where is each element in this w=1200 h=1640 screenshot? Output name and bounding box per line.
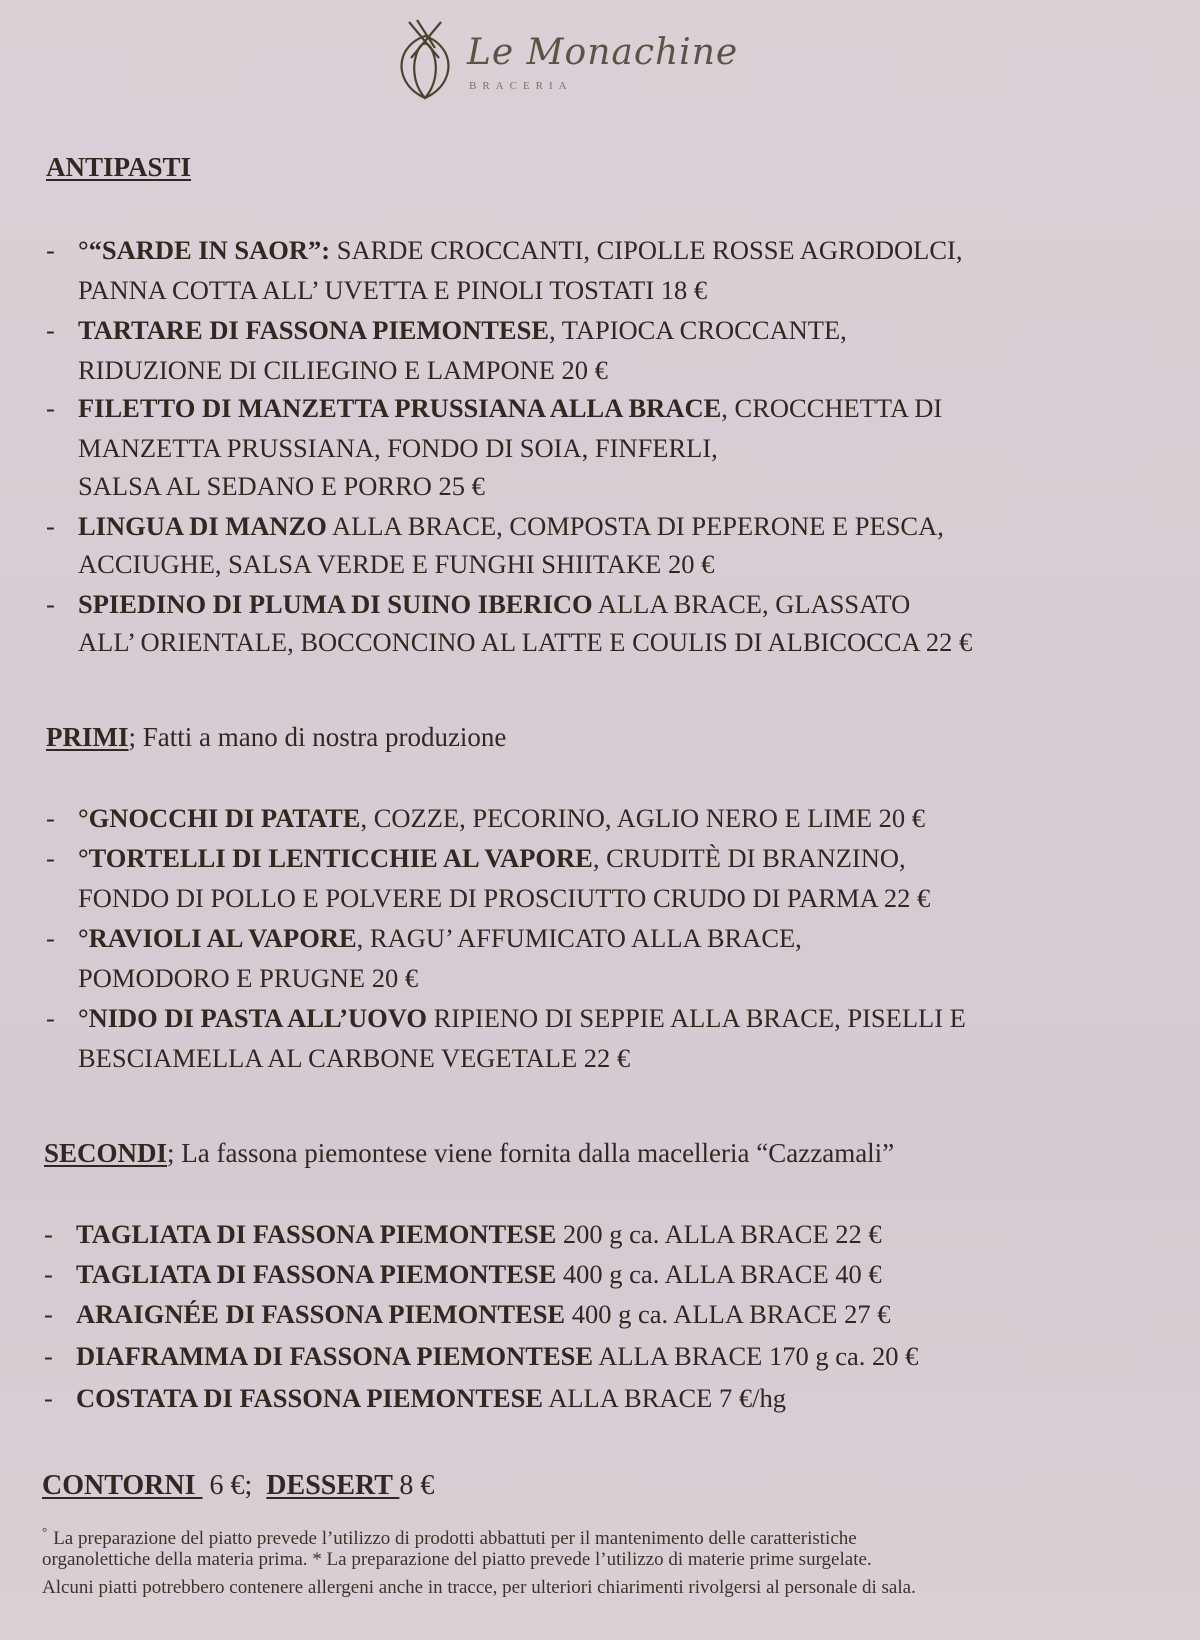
item-dash: - [44,1383,53,1413]
item-dash: - [46,923,55,953]
dish-description: RIDUZIONE DI CILIEGINO E LAMPONE 20 € [78,355,608,385]
dish-description: BESCIAMELLA AL CARBONE VEGETALE 22 € [78,1043,631,1073]
restaurant-logo [395,18,739,100]
dish-description: SARDE CROCCANTI, CIPOLLE ROSSE AGRODOLCI, [330,235,963,265]
dish-name: COSTATA DI FASSONA PIEMONTESE [76,1383,544,1413]
dish-description: 200 g ca. ALLA BRACE 22 € [556,1219,882,1249]
item-dash: - [46,1003,55,1033]
dish-name: TAGLIATA DI FASSONA PIEMONTESE [76,1219,557,1249]
section-heading-secondi [44,1138,894,1169]
secondi-title: SECONDI [44,1138,168,1168]
item-dash: - [46,235,55,265]
item-dash: - [46,803,55,833]
dish-name: SPIEDINO DI PLUMA DI SUINO IBERICO [78,589,593,619]
dish-description: , RAGU’ AFFUMICATO ALLA BRACE, [356,923,802,953]
extras-line [42,1470,434,1502]
item-dash: - [46,511,55,541]
dish-description: ALLA BRACE, GLASSATO [592,589,911,619]
footnote-text: Alcuni piatti potrebbero contenere allergeni anche in tracce, per ulteriori chiarimenti rivolgersi al personale di sala. [42,1577,916,1598]
tulip-logo-icon [395,18,455,100]
primi-title: PRIMI [46,722,129,752]
antipasti-title: ANTIPASTI [46,152,192,182]
dish-description: SALSA AL SEDANO E PORRO 25 € [78,471,485,501]
item-dash: - [44,1341,53,1371]
dish-description: , COZZE, PECORINO, AGLIO NERO E LIME 20 € [360,803,926,833]
contorni-price: 6 €; [202,1470,267,1501]
dish-description: ACCIUGHE, SALSA VERDE E FUNGHI SHIITAKE 20 € [78,549,715,579]
dish-name: FILETTO DI MANZETTA PRUSSIANA ALLA BRACE [78,393,722,423]
dish-description: , CRUDITÈ DI BRANZINO, [592,843,906,873]
dish-description: FONDO DI POLLO E POLVERE DI PROSCIUTTO CRUDO DI PARMA 22 € [78,883,931,913]
item-dash: - [46,589,55,619]
logo-subtitle: BRACERIA [469,80,573,92]
dish-description: RIPIENO DI SEPPIE ALLA BRACE, PISELLI E [427,1003,966,1033]
dish-description: POMODORO E PRUGNE 20 € [78,963,419,993]
dish-name: °RAVIOLI AL VAPORE [78,923,357,953]
dish-description: ALL’ ORIENTALE, BOCCONCINO AL LATTE E COULIS DI ALBICOCCA 22 € [78,627,973,657]
dish-name: TAGLIATA DI FASSONA PIEMONTESE [76,1259,557,1289]
item-dash: - [44,1259,53,1289]
dish-name: TARTARE DI FASSONA PIEMONTESE [78,315,549,345]
footnote-symbol: ° [42,1524,48,1539]
footnote-line-2 [42,1546,872,1574]
footnote-line-3 [42,1574,916,1602]
dessert-label: DESSERT [266,1470,400,1501]
item-dash: - [44,1219,53,1249]
logo-name: Le Monachine [467,32,739,73]
dish-description: ALLA BRACE 170 g ca. 20 € [593,1341,919,1371]
section-heading-primi [46,722,506,753]
item-dash: - [44,1299,53,1329]
item-dash: - [46,393,55,423]
dish-name: °“SARDE IN SAOR”: [78,235,331,265]
dish-description: 400 g ca. ALLA BRACE 27 € [565,1299,891,1329]
dish-name: ARAIGNÉE DI FASSONA PIEMONTESE [76,1299,566,1329]
contorni-label: CONTORNI [42,1470,203,1501]
dessert-price: 8 € [399,1470,435,1501]
primi-subtitle: ; Fatti a mano di nostra produzione [128,722,507,752]
section-heading-antipasti [46,152,191,183]
dish-name: °GNOCCHI DI PATATE [78,803,361,833]
dish-description: , TAPIOCA CROCCANTE, [549,315,847,345]
dish-description: ALLA BRACE, COMPOSTA DI PEPERONE E PESCA, [326,511,944,541]
dish-description: 400 g ca. ALLA BRACE 40 € [556,1259,882,1289]
dish-name: DIAFRAMMA DI FASSONA PIEMONTESE [76,1341,594,1371]
item-dash: - [46,315,55,345]
dish-description: , CROCCHETTA DI [721,393,943,423]
footnote-text: La preparazione del piatto prevede l’utilizzo di prodotti abbattuti per il mantenimento delle caratteristiche [53,1528,857,1549]
dish-description: MANZETTA PRUSSIANA, FONDO DI SOIA, FINFERLI, [78,433,718,463]
dish-description: ALLA BRACE 7 €/hg [543,1383,786,1413]
dish-name: °NIDO DI PASTA ALL’UOVO [78,1003,427,1033]
dish-name: °TORTELLI DI LENTICCHIE AL VAPORE [78,843,593,873]
footnote-text: organolettiche della materia prima. * La preparazione del piatto prevede l’utilizzo di materie prime surgelate. [42,1549,872,1570]
dish-description: PANNA COTTA ALL’ UVETTA E PINOLI TOSTATI 18 € [78,275,708,305]
dish-name: LINGUA DI MANZO [78,511,327,541]
secondi-subtitle: ; La fassona piemontese viene fornita dalla macelleria “Cazzamali” [167,1138,895,1168]
item-dash: - [46,843,55,873]
